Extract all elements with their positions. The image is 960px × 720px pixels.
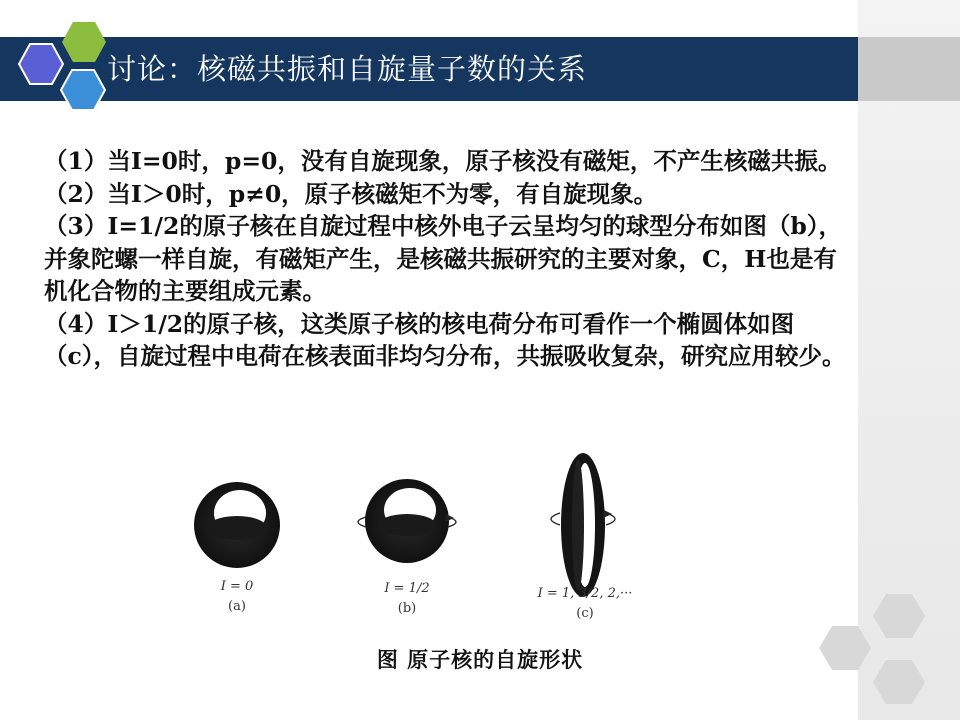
label-c-tag: (c): [576, 606, 594, 621]
nucleus-spin-figure: [180, 445, 680, 635]
hexagon-green: [62, 22, 106, 62]
figure-caption: 图 原子核的自旋形状: [376, 647, 584, 672]
hexagon-purple: [19, 44, 63, 84]
label-a-i: I = 0: [220, 579, 254, 594]
paragraph-3: （3）I=1/2的原子核在自旋过程中核外电子云呈均匀的球型分布如图（b），并象陀螺一样自旋，有磁矩产生，是核磁共振研究的主要对象，C，H也是有机化合物的主要组成元素。: [44, 212, 843, 305]
decorative-hexagons-icon: [800, 590, 960, 720]
slide-title: 讨论：核磁共振和自旋量子数的关系: [107, 52, 588, 86]
paragraph-2: （2）当I＞0时，p≠0，原子核磁矩不为零，有自旋现象。: [44, 179, 658, 208]
ellipsoid-c: [561, 453, 605, 597]
title-bar-extension: [858, 37, 960, 101]
paragraph-1: （1）当I=0时，p=0，没有自旋现象，原子核没有磁矩，不产生核磁共振。: [44, 147, 842, 175]
hexagon-blue: [61, 70, 105, 110]
label-a-tag: (a): [228, 599, 246, 614]
label-c-i: I = 1, 3/2, 2,···: [537, 586, 633, 601]
label-b-tag: (b): [397, 601, 417, 616]
sphere-b: [365, 479, 449, 563]
sphere-a: [194, 482, 280, 568]
hexagon-logo-icon: [10, 18, 120, 118]
paragraph-4: （4）I＞1/2的原子核，这类原子核的核电荷分布可看作一个椭圆体如图（c），自旋过程中电荷在核表面非均匀分布，共振吸收复杂，研究应用较少。: [44, 309, 846, 370]
label-b-i: I = 1/2: [384, 581, 430, 596]
body-text: [44, 145, 854, 373]
